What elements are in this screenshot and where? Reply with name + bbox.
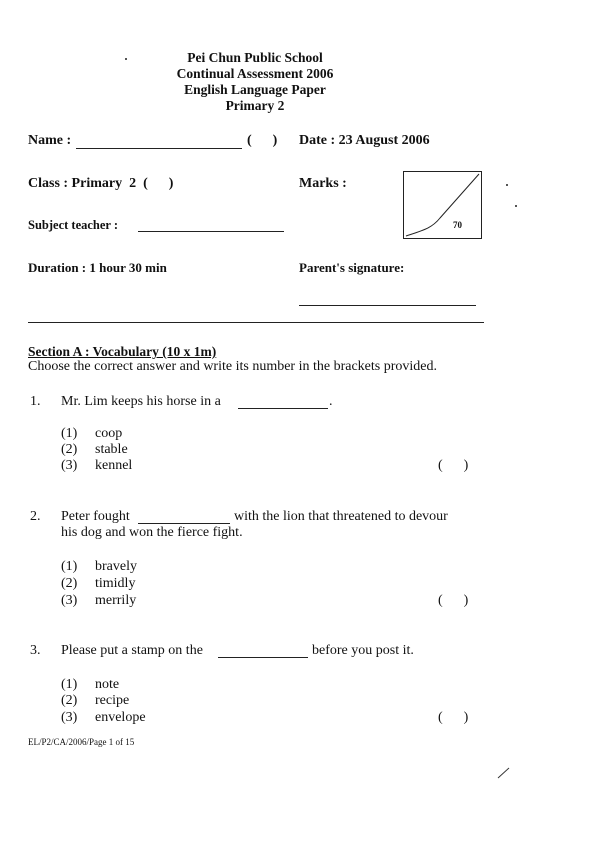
scan-speck (515, 205, 517, 207)
scan-speck (125, 58, 127, 60)
question-1-number: 1. (30, 394, 41, 409)
marks-box (403, 171, 482, 239)
question-3-option-3: (3) envelope (61, 710, 146, 725)
question-2-option-2: (2) timidly (61, 576, 136, 591)
question-1-option-1: (1) coop (61, 426, 123, 441)
question-2-blank (138, 523, 230, 524)
question-3-text-end: before you post it. (312, 643, 414, 658)
question-2-text-line2: his dog and won the fierce fight. (61, 525, 243, 540)
question-1-text: Mr. Lim keeps his horse in a (61, 394, 221, 409)
page-footer: EL/P2/CA/2006/Page 1 of 15 (28, 737, 135, 747)
stray-pen-mark (496, 766, 512, 780)
section-title: Section A : Vocabulary (10 x 1m) (28, 344, 217, 359)
parent-signature-field[interactable] (299, 305, 476, 306)
question-1-period: . (329, 394, 333, 409)
subject-teacher-label: Subject teacher : (28, 218, 119, 232)
question-3-option-1: (1) note (61, 677, 120, 692)
question-3-blank (218, 657, 308, 658)
school-name: Pei Chun Public School (187, 50, 323, 65)
question-2-option-1: (1) bravely (61, 559, 137, 574)
scan-speck (506, 184, 508, 186)
question-3-number: 3. (30, 643, 41, 658)
question-2-number: 2. (30, 509, 41, 524)
paper-title: English Language Paper (184, 82, 326, 97)
question-2-text-end: with the lion that threatened to devour (234, 509, 448, 524)
name-label: Name : (28, 133, 72, 148)
question-1-option-2: (2) stable (61, 442, 128, 457)
marks-diagonal (404, 172, 481, 238)
duration-label: Duration : 1 hour 30 min (28, 260, 167, 275)
question-2-answer-brackets[interactable]: ( ) (438, 593, 469, 608)
marks-total: 70 (453, 220, 462, 230)
name-field[interactable] (76, 148, 242, 149)
register-number-brackets: ( ) (247, 133, 278, 148)
question-1-blank (238, 408, 328, 409)
subject-teacher-field[interactable] (138, 231, 284, 232)
question-2-option-3: (3) merrily (61, 593, 137, 608)
parent-signature-label: Parent's signature: (299, 260, 405, 275)
class-label: Class : Primary 2 ( ) (28, 176, 174, 191)
question-1-option-3: (3) kennel (61, 458, 133, 473)
question-3-answer-brackets[interactable]: ( ) (438, 710, 469, 725)
divider (28, 322, 484, 323)
question-3-text-start: Please put a stamp on the (61, 643, 203, 658)
date-label: Date : 23 August 2006 (299, 133, 430, 148)
question-2-text-start: Peter fought (61, 509, 130, 524)
question-1-answer-brackets[interactable]: ( ) (438, 458, 469, 473)
marks-label: Marks : (299, 176, 347, 191)
level-title: Primary 2 (225, 98, 285, 113)
question-3-option-2: (2) recipe (61, 693, 130, 708)
section-instruction: Choose the correct answer and write its number in the brackets provided. (28, 359, 437, 374)
assessment-title: Continual Assessment 2006 (176, 66, 334, 81)
